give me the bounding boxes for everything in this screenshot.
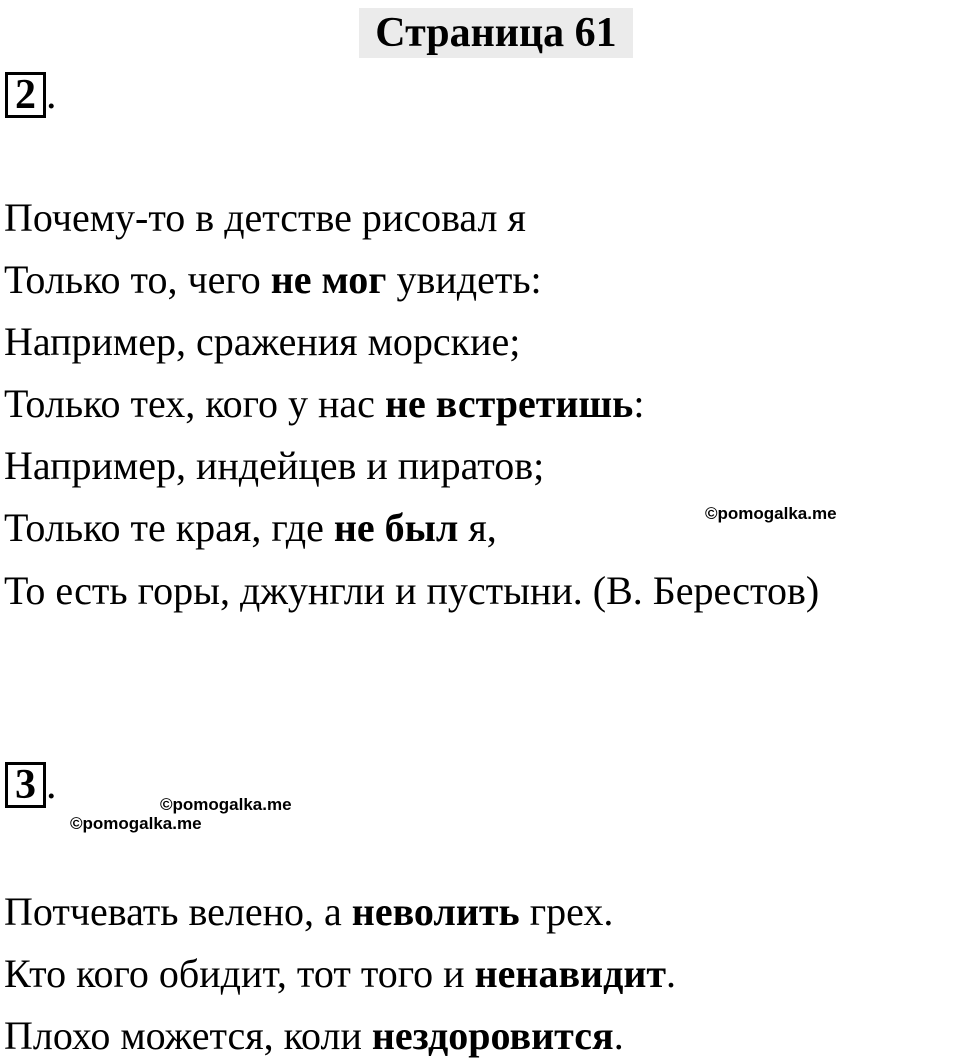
line-text: Например, сражения морские; [4,319,521,364]
task-3-line [4,1012,624,1060]
bold-word: ненавидит [474,951,667,996]
task-3-line [4,888,613,936]
task-3-number-suffix: . [46,762,57,808]
watermark: ©pomogalka.me [705,504,837,523]
watermark: ©pomogalka.me [160,795,292,814]
task-2-number [5,72,57,118]
bold-word: нездоровится [371,1013,614,1058]
line-text: увидеть: [386,257,542,302]
task-3-number-box: 3 [5,762,46,808]
line-text: Только тех, кого у нас [4,381,385,426]
task-2-number-suffix: . [46,72,57,118]
bold-word: не встретишь [384,381,634,426]
watermark: ©pomogalka.me [70,814,202,833]
line-text: Только то, чего [4,257,271,302]
line-text: : [633,381,645,426]
line-text: Только те края, где [4,505,334,550]
bold-word: не был [333,505,459,550]
bold-word: неволить [351,889,520,934]
task-2-line [4,567,819,615]
task-2-number-box: 2 [5,72,46,118]
task-2-line [4,442,544,490]
line-text: Почему-то в детстве рисовал я [4,195,526,240]
line-text: я, [458,505,497,550]
task-3-line [4,950,676,998]
task-2-line [4,504,497,552]
line-text: Например, индейцев и пиратов; [4,443,545,488]
task-2-line [4,318,520,366]
task-2-line [4,256,542,304]
line-text: То есть горы, джунгли и пустыни. (В. Берестов) [4,568,820,613]
line-text: . [666,951,677,996]
task-2-line [4,380,644,428]
line-text: Кто кого обидит, тот того и [4,951,475,996]
line-text: Плохо можется, коли [4,1013,372,1058]
line-text: Потчевать велено, а [4,889,352,934]
task-3-number [5,762,57,808]
line-text: грех. [519,889,614,934]
task-2-line [4,194,526,242]
line-text: . [613,1013,624,1058]
bold-word: не мог [270,257,387,302]
page-title: Страница 61 [359,8,633,58]
